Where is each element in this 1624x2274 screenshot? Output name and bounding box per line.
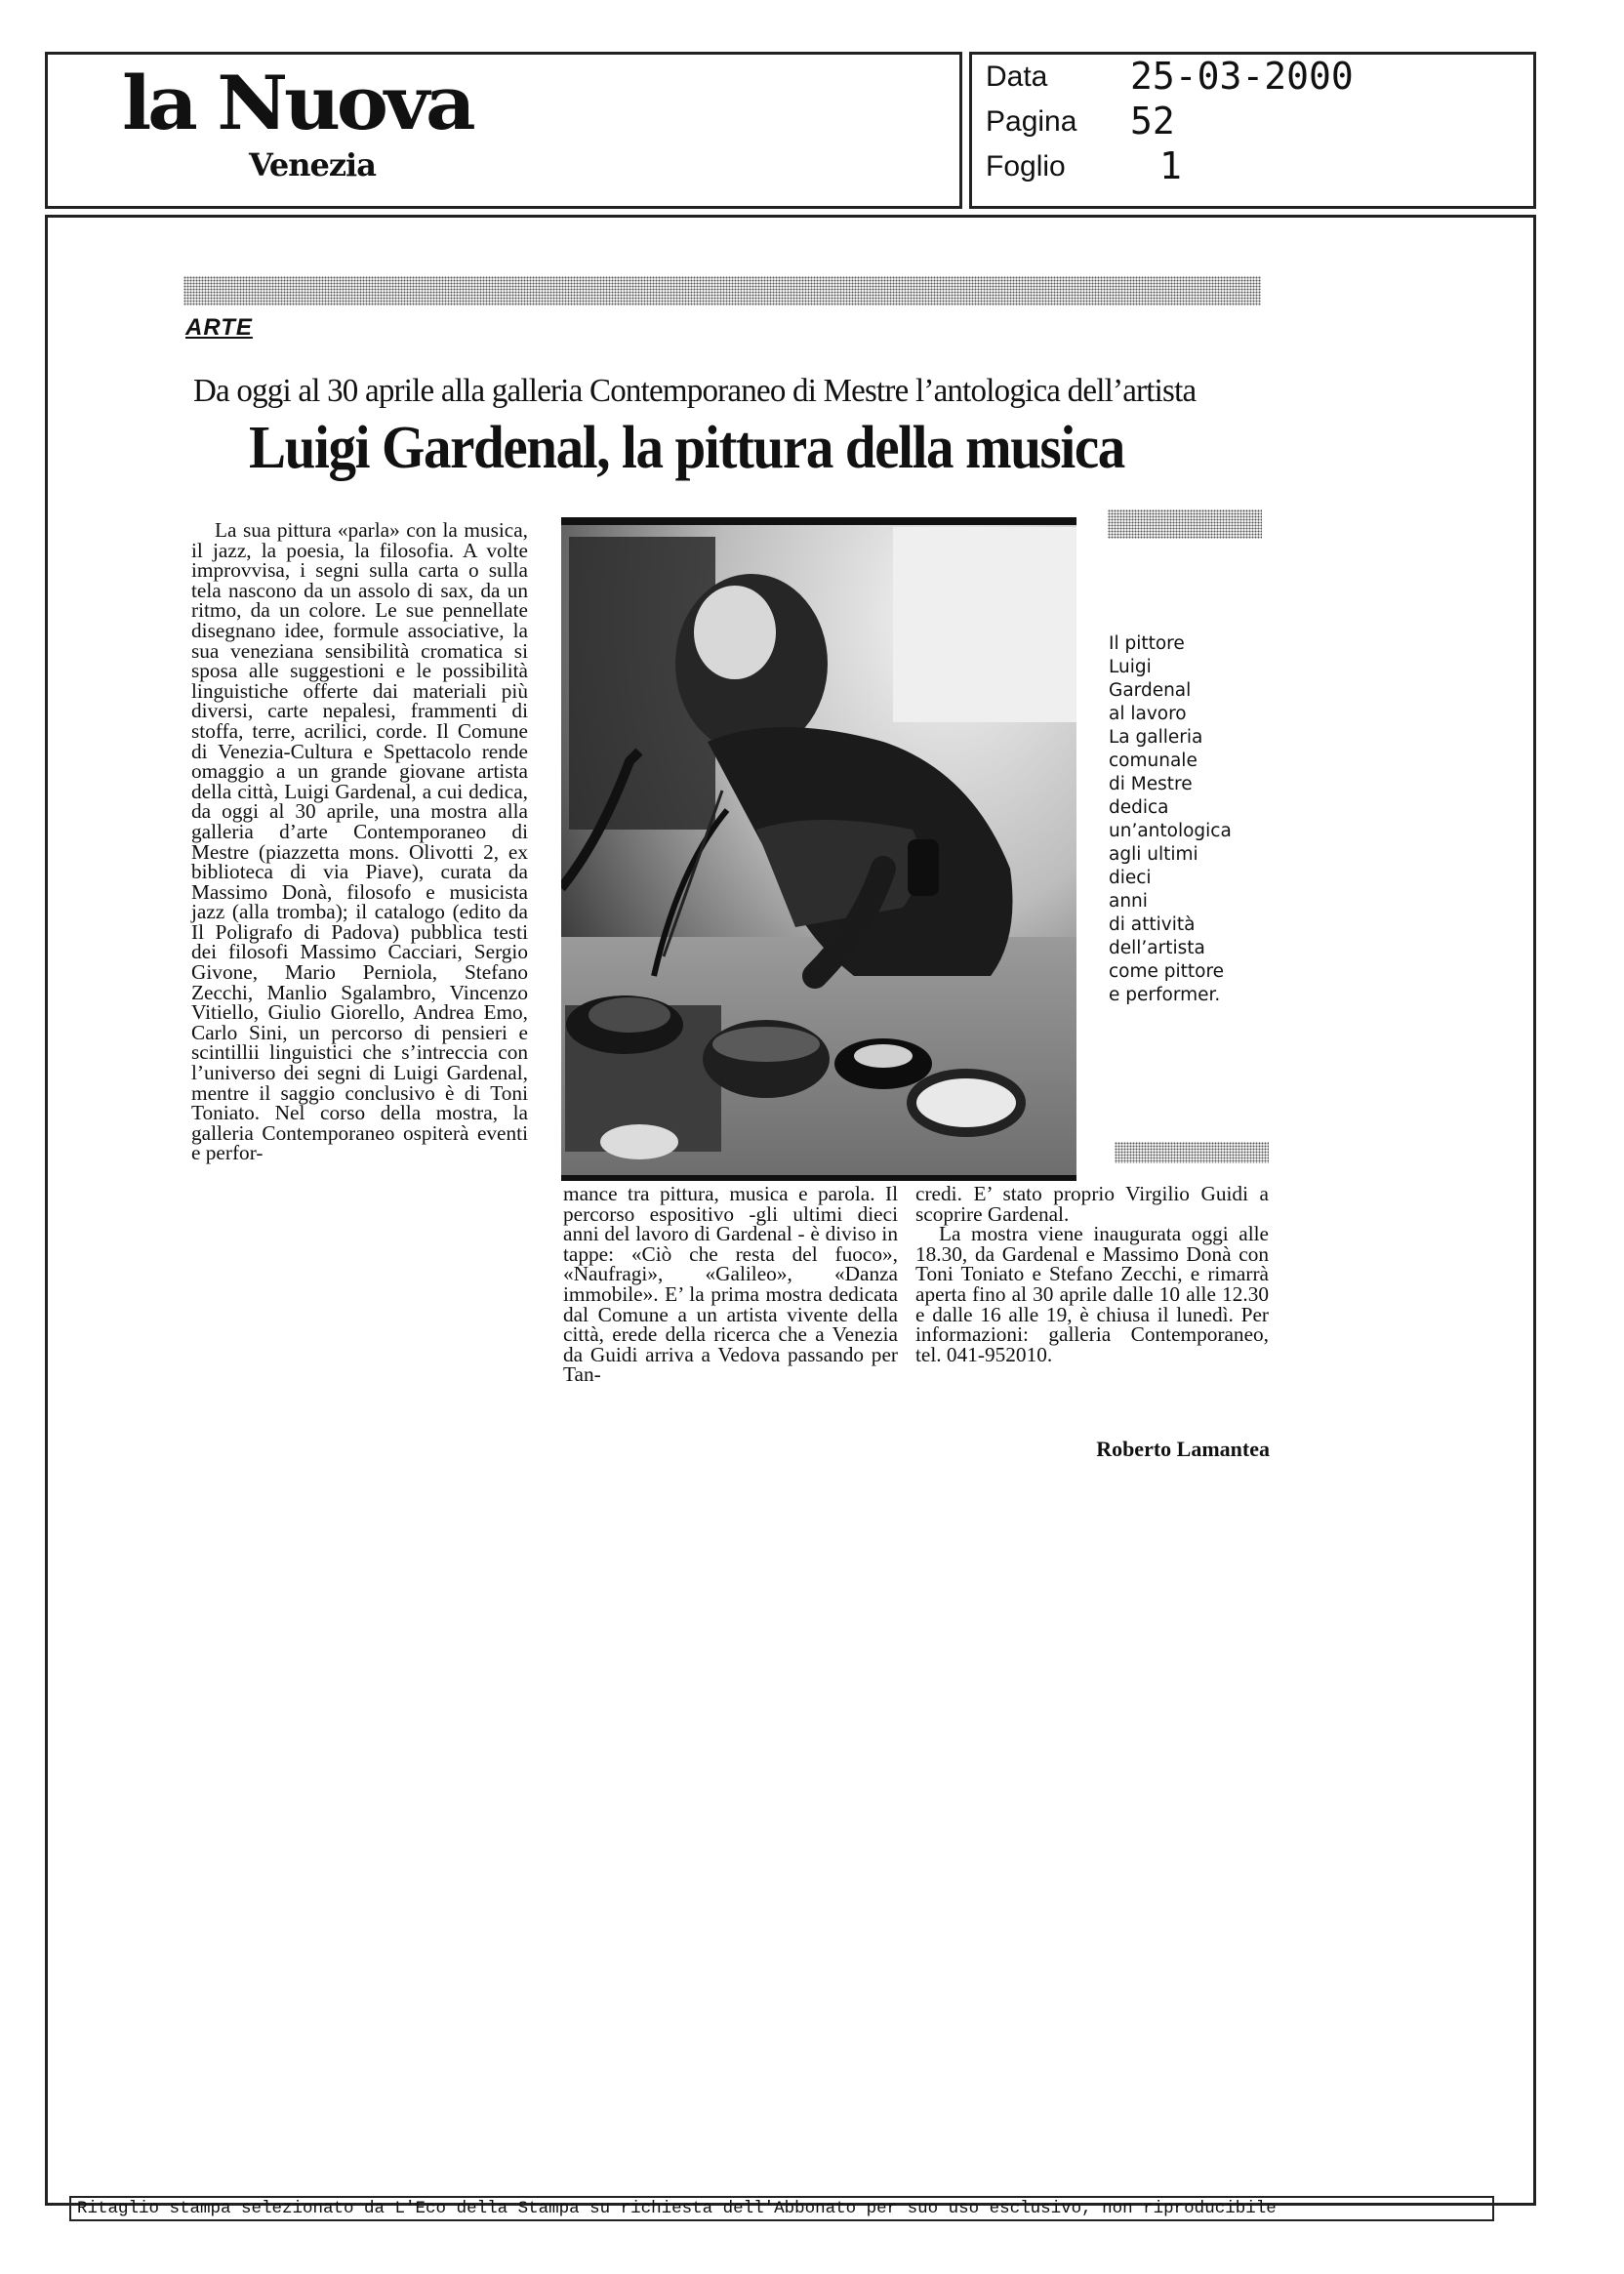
body-paragraph: mance tra pittura, musica e parola. Il percorso espositivo -gli ultimi dieci anni del lavoro di Gardenal - è diviso in tappe: «Ciò che resta del fuoco», «Naufragi», «Galileo», «Danza immobile». E’ la prima mostra dedicata dal Comune a un artista vivente della città, erede della ricerca che a Venezia da Guidi arriva a Vedova passando per Tan-	[563, 1182, 898, 1387]
caption-line: al lavoro	[1109, 704, 1187, 724]
newspaper-logo	[122, 60, 512, 193]
page-label: Pagina	[986, 105, 1077, 138]
caption-line: Il pittore	[1109, 633, 1185, 654]
sheet-label: Foglio	[986, 150, 1066, 183]
date-label: Data	[986, 61, 1048, 93]
caption-line: dell’artista	[1109, 938, 1205, 958]
caption-line: Luigi	[1109, 657, 1152, 677]
section-rule	[183, 276, 1261, 305]
caption-rule-top	[1108, 509, 1262, 539]
sheet-value: 1	[1159, 144, 1182, 187]
caption-line: La galleria	[1109, 727, 1203, 748]
caption-line: come pittore	[1109, 961, 1225, 982]
article-column-3	[915, 1184, 1269, 1364]
clipping-footer	[69, 2196, 1494, 2221]
photo-illustration	[561, 517, 1076, 1181]
painter-photo	[561, 517, 1076, 1181]
caption-line: anni	[1109, 891, 1148, 912]
footer-notice: Ritaglio stampa selezionato da L'Eco della Stampa su richiesta dell'Abbonato per suo uso esclusivo, non riproducibile	[77, 2199, 1277, 2218]
kicker: Da oggi al 30 aprile alla galleria Contemporaneo di Mestre l’antologica dell’artista	[193, 373, 1197, 409]
article-column-2	[563, 1184, 898, 1385]
headline: Luigi Gardenal, la pittura della musica	[249, 415, 1124, 481]
caption-line: Gardenal	[1109, 680, 1192, 701]
page-value: 52	[1130, 100, 1175, 142]
logo-sub-text: Venezia	[249, 146, 376, 183]
body-paragraph: La sua pittura «parla» con la musica, il jazz, la poesia, la filosofia. A volte improvvisa, i segni sulla carta o sulla tela nascono da un assolo di sax, da un ritmo, da un colore. Le sue pennellate disegnano idee, formule associative, la sua veneziana sensibilità cromatica si sposa alle suggestioni e le possibilità linguistiche offerte dai materiali più diversi, carte nepalesi, frammenti di stoffa, terre, acrilici, corde. Il Comune di Venezia-Cultura e Spettacolo rende omaggio a un grande giovane artista della città, Luigi Gardenal, a cui dedica, da oggi al 30 aprile, una mostra alla galleria d’arte Contemporaneo di Mestre (piazzetta mons. Olivotti 2, ex biblioteca di via Piave), curata da Massimo Donà, filosofo e musicista jazz (alla tromba); il catalogo (edito da Il Poligrafo di Padova) pubblica testi dei filosofi Massimo Cacciari, Sergio Givone, Mario Perniola, Stefano Zecchi, Manlio Sgalambro, Vincenzo Vitiello, Giulio Giorello, Andrea Emo, Carlo Sini, un percorso di pensieri e scintillii linguistici che s’intreccia con l’universo dei segni di Luigi Gardenal, mentre il saggio conclusivo è di Toni Toniato. Nel corso della mostra, la galleria Contemporaneo ospiterà eventi e perfor-	[191, 518, 528, 1165]
byline: Roberto Lamantea	[1096, 1437, 1270, 1461]
logo-main-text: la Nuova	[122, 60, 472, 146]
caption-line: e performer.	[1109, 985, 1221, 1005]
caption-line: dedica	[1109, 797, 1169, 818]
body-paragraph: La mostra viene inaugurata oggi alle 18.30, da Gardenal e Massimo Donà con Toni Toniato e Stefano Zecchi, e rimarrà aperta fino al 30 aprile dalle 10 alle 12.30 e dalle 16 alle 19, è chiusa il lunedì. Per informazioni: galleria Contemporaneo, tel. 041-952010.	[915, 1222, 1269, 1366]
caption-rule-bottom	[1115, 1142, 1269, 1163]
section-label: ARTE	[185, 314, 253, 341]
caption-line: comunale	[1109, 751, 1198, 771]
photo-caption	[1109, 632, 1265, 1007]
caption-line: un’antologica	[1109, 821, 1232, 841]
caption-line: dieci	[1109, 868, 1152, 888]
caption-line: di attività	[1109, 914, 1196, 935]
body-paragraph: credi. E’ stato proprio Virgilio Guidi a scoprire Gardenal.	[915, 1182, 1269, 1226]
article-column-1	[191, 520, 528, 1163]
date-value: 25-03-2000	[1130, 55, 1354, 98]
caption-line: agli ultimi	[1109, 844, 1198, 865]
caption-line: di Mestre	[1109, 774, 1193, 794]
